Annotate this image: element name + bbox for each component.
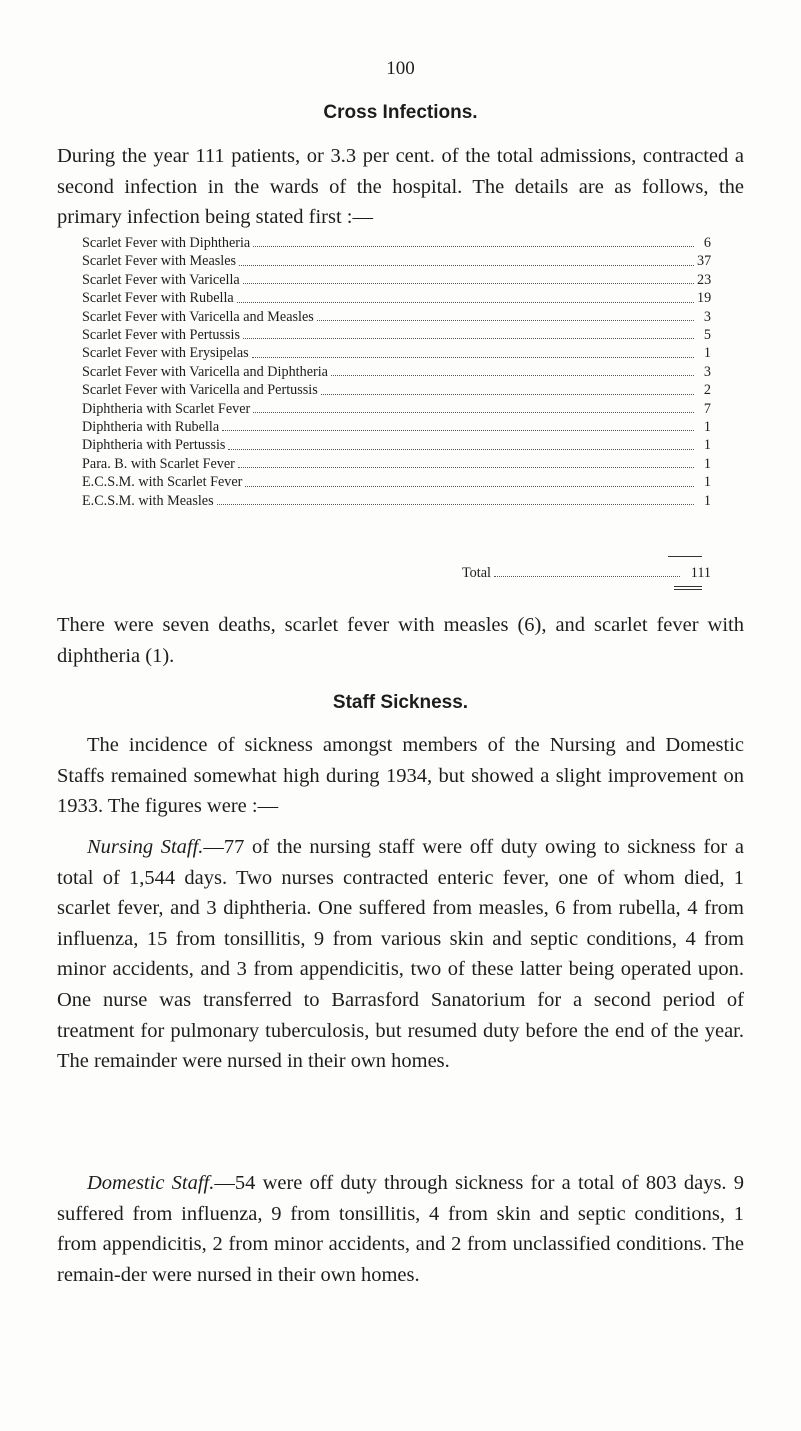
infection-count: 5 [703, 327, 711, 344]
infection-count: 6 [703, 235, 711, 251]
infection-row [82, 436, 711, 454]
leader-dots [331, 374, 694, 376]
infection-row [82, 289, 711, 307]
infection-count: 3 [703, 308, 711, 325]
infection-count: 1 [703, 492, 711, 509]
infection-label: Scarlet Fever with Pertussis [82, 327, 241, 344]
domestic-staff-paragraph [57, 1168, 744, 1290]
infection-row [82, 455, 711, 473]
page-number: 100 [386, 58, 415, 79]
infection-count: 3 [703, 363, 711, 380]
infection-count: 37 [697, 253, 712, 270]
domestic-staff-lead: Domestic Staff. [87, 1172, 215, 1194]
leader-dots [245, 485, 694, 487]
infection-count: 2 [703, 382, 711, 399]
infection-row [82, 492, 711, 510]
infection-row [82, 252, 711, 270]
leader-dots [239, 264, 694, 266]
infection-label: Diphtheria with Pertussis [82, 437, 226, 454]
cross-infections-heading: Cross Infections. [323, 102, 478, 123]
infection-row [82, 234, 711, 252]
infection-label: Scarlet Fever with Varicella and Measles [82, 308, 314, 325]
infection-label: Scarlet Fever with Erysipelas [82, 345, 249, 362]
infection-label: Scarlet Fever with Rubella [82, 290, 234, 307]
total-double-rule [674, 586, 702, 592]
infection-row [82, 363, 711, 381]
infection-label: E.C.S.M. with Measles [82, 492, 214, 509]
leader-dots [222, 429, 694, 431]
infection-count: 1 [703, 437, 711, 454]
leader-dots [237, 301, 694, 303]
infection-count: 23 [697, 271, 712, 288]
infection-count: 1 [703, 455, 711, 472]
nursing-staff-lead: Nursing Staff. [87, 836, 204, 858]
infection-label: Scarlet Fever with Measles [82, 253, 237, 270]
cross-infections-intro: During the year 111 patients, or 3.3 per cent. of the total admissions, contracted a second infection in the wards of the hospital. The details are as follows, the primary infection being stated first :— [57, 145, 744, 229]
infection-label: Diphtheria with Scarlet Fever [82, 400, 251, 417]
infection-row [82, 400, 711, 418]
leader-dots [253, 411, 694, 413]
staff-sickness-intro: The incidence of sickness amongst members of the Nursing and Domestic Staffs remained somewhat high during 1934, but showed a slight improvement on 1933. The figures were :— [57, 734, 744, 818]
leader-dots [243, 337, 694, 339]
infection-count: 19 [697, 290, 712, 307]
infection-count: 1 [703, 474, 711, 491]
infection-label: Scarlet Fever with Varicella and Diphtheria [82, 363, 328, 380]
total-row [462, 565, 711, 582]
nursing-staff-paragraph [57, 832, 744, 1077]
infection-row [82, 418, 711, 436]
infection-row [82, 473, 711, 491]
infection-label: Scarlet Fever with Varicella [82, 271, 240, 288]
deaths-paragraph: There were seven deaths, scarlet fever with measles (6), and scarlet fever with diphtheria (1). [57, 614, 744, 667]
leader-dots [243, 282, 694, 284]
infection-label: Para. B. with Scarlet Fever [82, 455, 235, 472]
infection-label: Diphtheria with Rubella [82, 419, 220, 436]
infection-row [82, 344, 711, 362]
infection-count: 7 [703, 400, 711, 417]
domestic-staff-text: —54 were off duty through sickness for a total of 803 days. 9 suffered from influenza, 9 from tonsillitis, 4 from skin and septic conditions, 1 from appendicitis, 2 from minor accidents, and 2 from unclassified conditions. The remain-der were nursed in their own homes. [57, 1172, 745, 1286]
leader-dots [228, 448, 694, 450]
leader-dots [217, 503, 694, 505]
leader-dots [321, 393, 694, 395]
nursing-staff-text: —77 of the nursing staff were off duty owing to sickness for a total of 1,544 days. Two nurses contracted enteric fever, one of whom died, 1 scarlet fever, and 3 diphtheria. One suffered from measles, 6 from rubella, 4 from influenza, 15 from tonsillitis, 9 from various skin and septic conditions, 4 from minor accidents, and 3 from appendicitis, two of these latter being operated upon. One nurse was transferred to Barrasford Sanatorium for a second period of treatment for pulmonary tuberculosis, but resumed duty before the end of the year. The remainder were nursed in their own homes. [57, 836, 744, 1073]
total-label: Total [462, 565, 491, 581]
staff-sickness-heading: Staff Sickness. [332, 692, 469, 713]
infection-label: Scarlet Fever with Diphtheria [82, 235, 251, 251]
leader-dots [253, 245, 694, 247]
leader-dots [494, 576, 680, 577]
infection-count: 1 [703, 345, 711, 362]
infection-table [82, 234, 711, 510]
infection-label: Scarlet Fever with Varicella and Pertussis [82, 382, 318, 399]
total-value: 111 [690, 565, 711, 581]
infection-row [82, 326, 711, 344]
infection-label: E.C.S.M. with Scarlet Fever [82, 474, 243, 491]
total-rule [668, 556, 702, 557]
infection-row [82, 271, 711, 289]
leader-dots [252, 356, 694, 358]
leader-dots [238, 466, 694, 468]
infection-count: 1 [703, 419, 711, 436]
infection-row [82, 308, 711, 326]
leader-dots [317, 319, 694, 321]
infection-row [82, 381, 711, 399]
